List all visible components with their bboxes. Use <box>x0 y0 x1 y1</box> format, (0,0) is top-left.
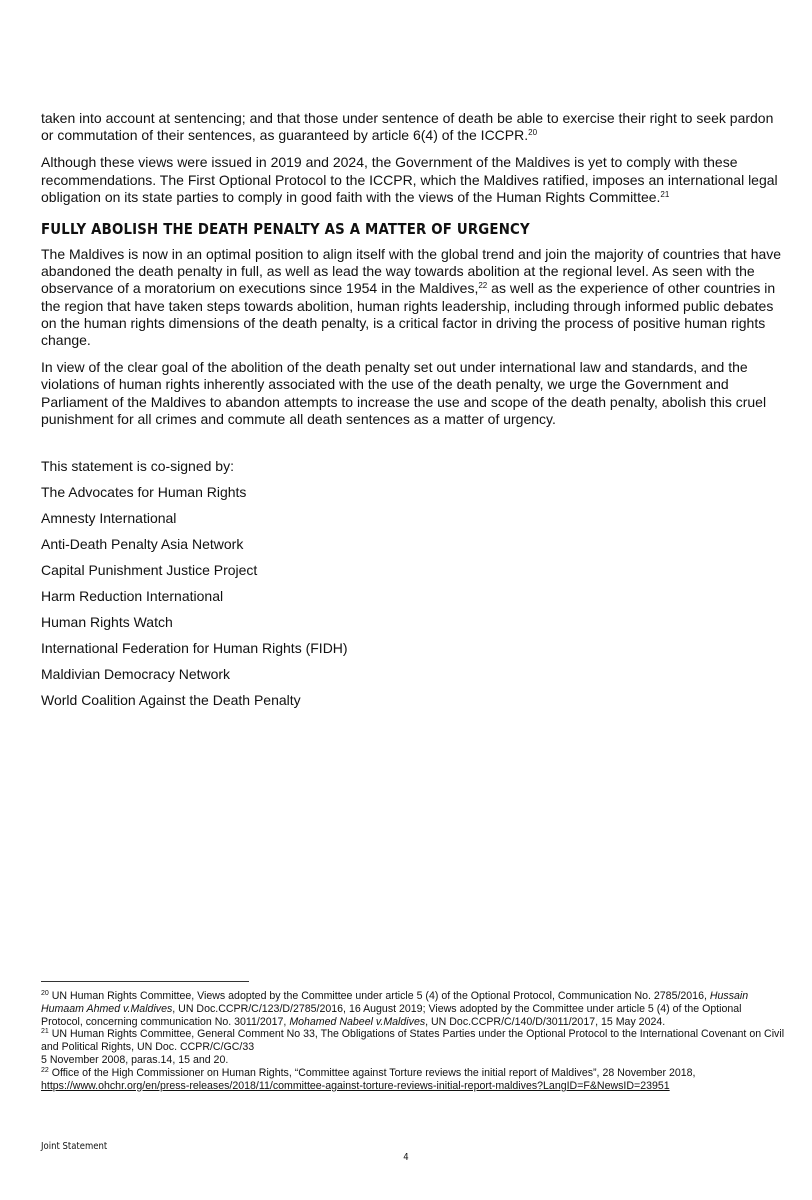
paragraph-text: taken into account at sentencing; and that those under sentence of death be able to exercise their right to seek pardon or commutation of their sentences, as guaranteed by article 6(4) of the ICCPR. <box>41 110 774 144</box>
cosigner-item: The Advocates for Human Rights <box>41 484 247 501</box>
footnote-number: 21 <box>41 1028 49 1036</box>
cosigner-item: Human Rights Watch <box>41 614 173 631</box>
cosigner-item: World Coalition Against the Death Penalty <box>41 692 301 709</box>
footnotes <box>41 990 786 1092</box>
paragraph-text: as well as the experience of other countries in the region that have taken steps towards abolition, human rights leadership, including through informed public debates on the human rights dimensions of the death penalty, is a critical factor in driving the process of positive human rights change. <box>41 280 776 349</box>
footnote-text: UN Human Rights Committee, Views adopted by the Committee under article 5 (4) of the Optional Protocol, Communication No. 2785/2016, <box>48 990 710 1002</box>
footnote-divider <box>41 981 249 982</box>
paragraph-text: Although these views were issued in 2019 and 2024, the Government of the Maldives is yet to comply with these recommendations. The First Optional Protocol to the ICCPR, which the Maldives ratified, imposes an international legal obligation on its state parties to comply in good faith with the views of the Human Rights Committee. <box>41 154 778 205</box>
footnote-20 <box>41 990 786 1028</box>
footnote-21 <box>41 1028 786 1066</box>
footnote-text: 5 November 2008, paras.14, 15 and 20. <box>41 1053 229 1066</box>
paragraph-optimal-position <box>41 246 786 349</box>
footnote-ref[interactable]: 20 <box>528 128 538 138</box>
footer-label: Joint Statement <box>41 1141 108 1152</box>
cosigner-item: International Federation for Human Rights (FIDH) <box>41 640 348 657</box>
case-name: Hussain Humaam Ahmed v.Maldives <box>41 990 749 1015</box>
page-content <box>41 110 786 718</box>
footnote-number: 20 <box>41 990 49 997</box>
paragraph-urge: In view of the clear goal of the abolition of the death penalty set out under international law and standards, and the violations of human rights inherently associated with the use of the death penalty, we urge the Government and Parliament of the Maldives to abandon attempts to increase the use and scope of the death penalty, abolish this cruel punishment for all crimes and commute all death sentences as a matter of urgency. <box>41 359 767 427</box>
footnote-22 <box>41 1067 786 1093</box>
paragraph-text: The Maldives is now in an optimal position to align itself with the global trend and join the majority of countries that have abandoned the death penalty in full, as well as lead the way towards abolition at the regional level. As seen with the observance of a moratorium on executions since 1954 in the Maldives, <box>41 246 782 297</box>
page-number: 4 <box>403 1152 409 1163</box>
footnote-text: Office of the High Commissioner on Human Rights, “Committee against Torture reviews the initial report of Maldives”, 28 November 2018, <box>48 1066 696 1079</box>
source-link[interactable]: https://www.ohchr.org/en/press-releases/2018/11/committee-against-torture-reviews-initial-report-maldives?LangID=F&NewsID=23951 <box>41 1079 670 1092</box>
cosigner-item: Amnesty International <box>41 510 177 527</box>
cosigner-item: Maldivian Democracy Network <box>41 666 231 683</box>
cosigner-item: Capital Punishment Justice Project <box>41 562 258 579</box>
footnote-text: , UN Doc.CCPR/C/140/D/3011/2017, 15 May 2024. <box>425 1015 666 1028</box>
paragraph-compliance <box>41 154 786 206</box>
cosigner-item: Harm Reduction International <box>41 588 224 605</box>
cosigner-item: Anti-Death Penalty Asia Network <box>41 536 244 553</box>
cosigners-section <box>41 458 786 709</box>
footnote-ref[interactable]: 21 <box>660 189 670 199</box>
case-name: Mohamed Nabeel v.Maldives <box>289 1015 426 1028</box>
footnote-text: , UN Doc.CCPR/C/123/D/2785/2016, 16 August 2019; Views adopted by the Committee under article 5 (4) of the Optional Protocol, concerning communication No. 3011/2017, <box>41 1002 742 1028</box>
footnote-number: 22 <box>41 1066 49 1074</box>
cosigners-title: This statement is co-signed by: <box>41 458 234 475</box>
section-heading: FULLY ABOLISH THE DEATH PENALTY AS A MATTER OF URGENCY <box>41 220 530 239</box>
footnote-text: UN Human Rights Committee, General Comment No 33, The Obligations of States Parties under the Optional Protocol to the International Covenant on Civil and Political Rights, UN Doc. CCPR/C/GC/33 <box>41 1028 785 1054</box>
paragraph-sentencing <box>41 110 786 144</box>
footnote-ref[interactable]: 22 <box>478 281 488 291</box>
